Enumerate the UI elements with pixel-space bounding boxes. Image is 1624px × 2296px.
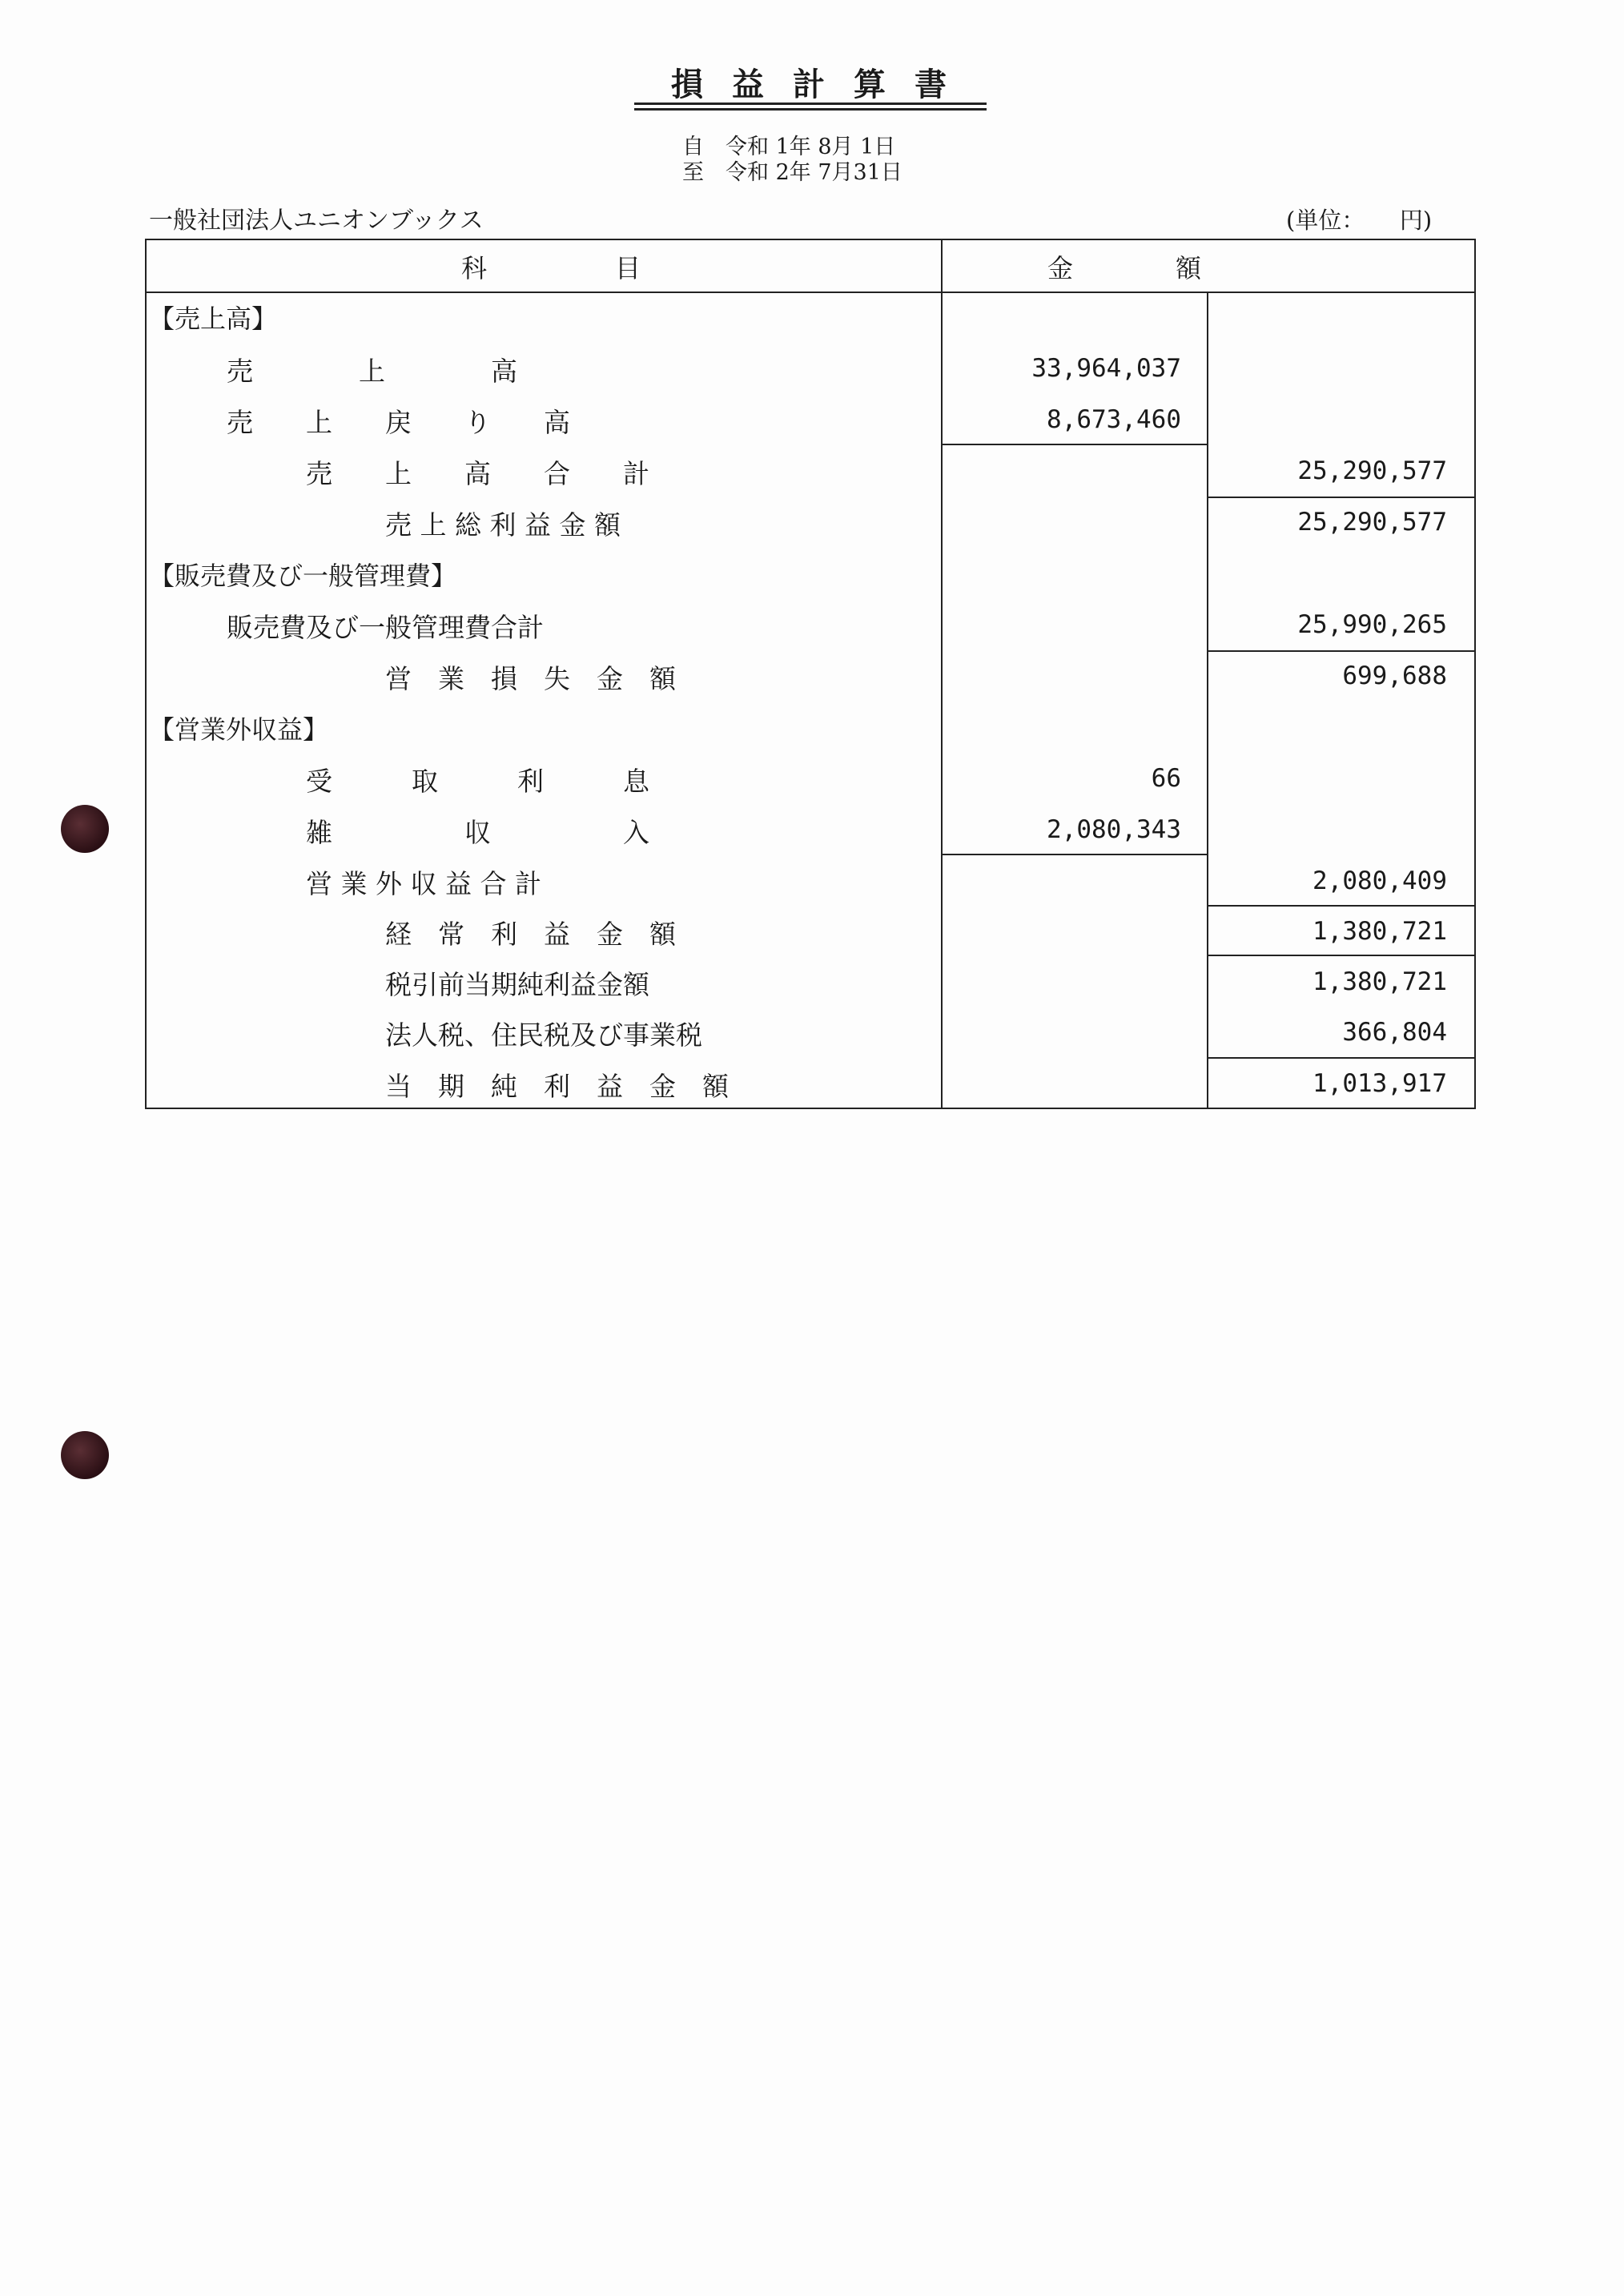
outer-rule xyxy=(1207,497,1476,498)
row-label: 売 上 戻 り 高 xyxy=(227,407,570,438)
amount-outer: 25,290,577 xyxy=(1297,508,1447,537)
period-to: 至 令和 2年 7月31日 xyxy=(682,160,902,185)
row-label: 税引前当期純利益金額 xyxy=(385,969,649,1000)
unit-label: (単位： 円) xyxy=(1286,207,1433,234)
row-label: 雑 収 入 xyxy=(306,817,649,848)
row-label: 販売費及び一般管理費合計 xyxy=(227,612,544,643)
header-amount: 金 額 xyxy=(1047,253,1202,283)
row-label: 営 業 外 収 益 合 計 xyxy=(306,868,541,899)
amount-outer: 1,380,721 xyxy=(1312,917,1447,946)
header-item: 科 目 xyxy=(461,253,641,283)
section-sales: 【売上高】 xyxy=(149,304,278,334)
amount-outer: 366,804 xyxy=(1342,1018,1447,1047)
row-label: 受 取 利 息 xyxy=(306,766,649,797)
outer-rule xyxy=(1207,650,1476,652)
punch-hole xyxy=(61,1431,109,1479)
item-amount-divider xyxy=(941,239,943,1109)
title-underline xyxy=(634,103,987,105)
amount-inner: 66 xyxy=(1151,764,1181,793)
row-label: 当 期 純 利 益 金 額 xyxy=(385,1071,729,1102)
document-title: 損益計算書 xyxy=(671,66,975,103)
section-non-operating: 【営業外収益】 xyxy=(149,714,329,745)
inner-rule xyxy=(941,854,1207,855)
amount-outer: 2,080,409 xyxy=(1312,867,1447,895)
outer-rule xyxy=(1207,1057,1476,1059)
amount-inner: 8,673,460 xyxy=(1047,405,1181,434)
row-label: 売 上 高 xyxy=(227,356,517,387)
row-label: 売 上 総 利 益 金 額 xyxy=(385,509,621,541)
row-label: 法人税、住民税及び事業税 xyxy=(385,1019,702,1051)
row-label: 営 業 損 失 金 額 xyxy=(385,663,676,694)
punch-hole xyxy=(61,805,109,853)
amount-outer: 699,688 xyxy=(1342,661,1447,690)
amount-outer: 1,013,917 xyxy=(1312,1069,1447,1098)
outer-rule xyxy=(1207,905,1476,907)
inner-rule xyxy=(941,444,1207,445)
title-underline-2 xyxy=(634,108,987,111)
amount-outer: 25,990,265 xyxy=(1297,610,1447,639)
amount-column-divider xyxy=(1207,292,1208,1109)
row-label: 売 上 高 合 計 xyxy=(306,458,649,489)
row-label: 経 常 利 益 金 額 xyxy=(385,919,676,950)
amount-outer: 1,380,721 xyxy=(1312,967,1447,996)
company-name: 一般社団法人ユニオンブックス xyxy=(149,207,484,235)
amount-inner: 33,964,037 xyxy=(1031,354,1181,383)
header-divider xyxy=(145,292,1476,293)
period-from: 自 令和 1年 8月 1日 xyxy=(682,135,896,159)
amount-outer: 25,290,577 xyxy=(1297,456,1447,485)
amount-inner: 2,080,343 xyxy=(1047,815,1181,844)
section-sga: 【販売費及び一般管理費】 xyxy=(149,561,457,591)
outer-rule xyxy=(1207,955,1476,956)
